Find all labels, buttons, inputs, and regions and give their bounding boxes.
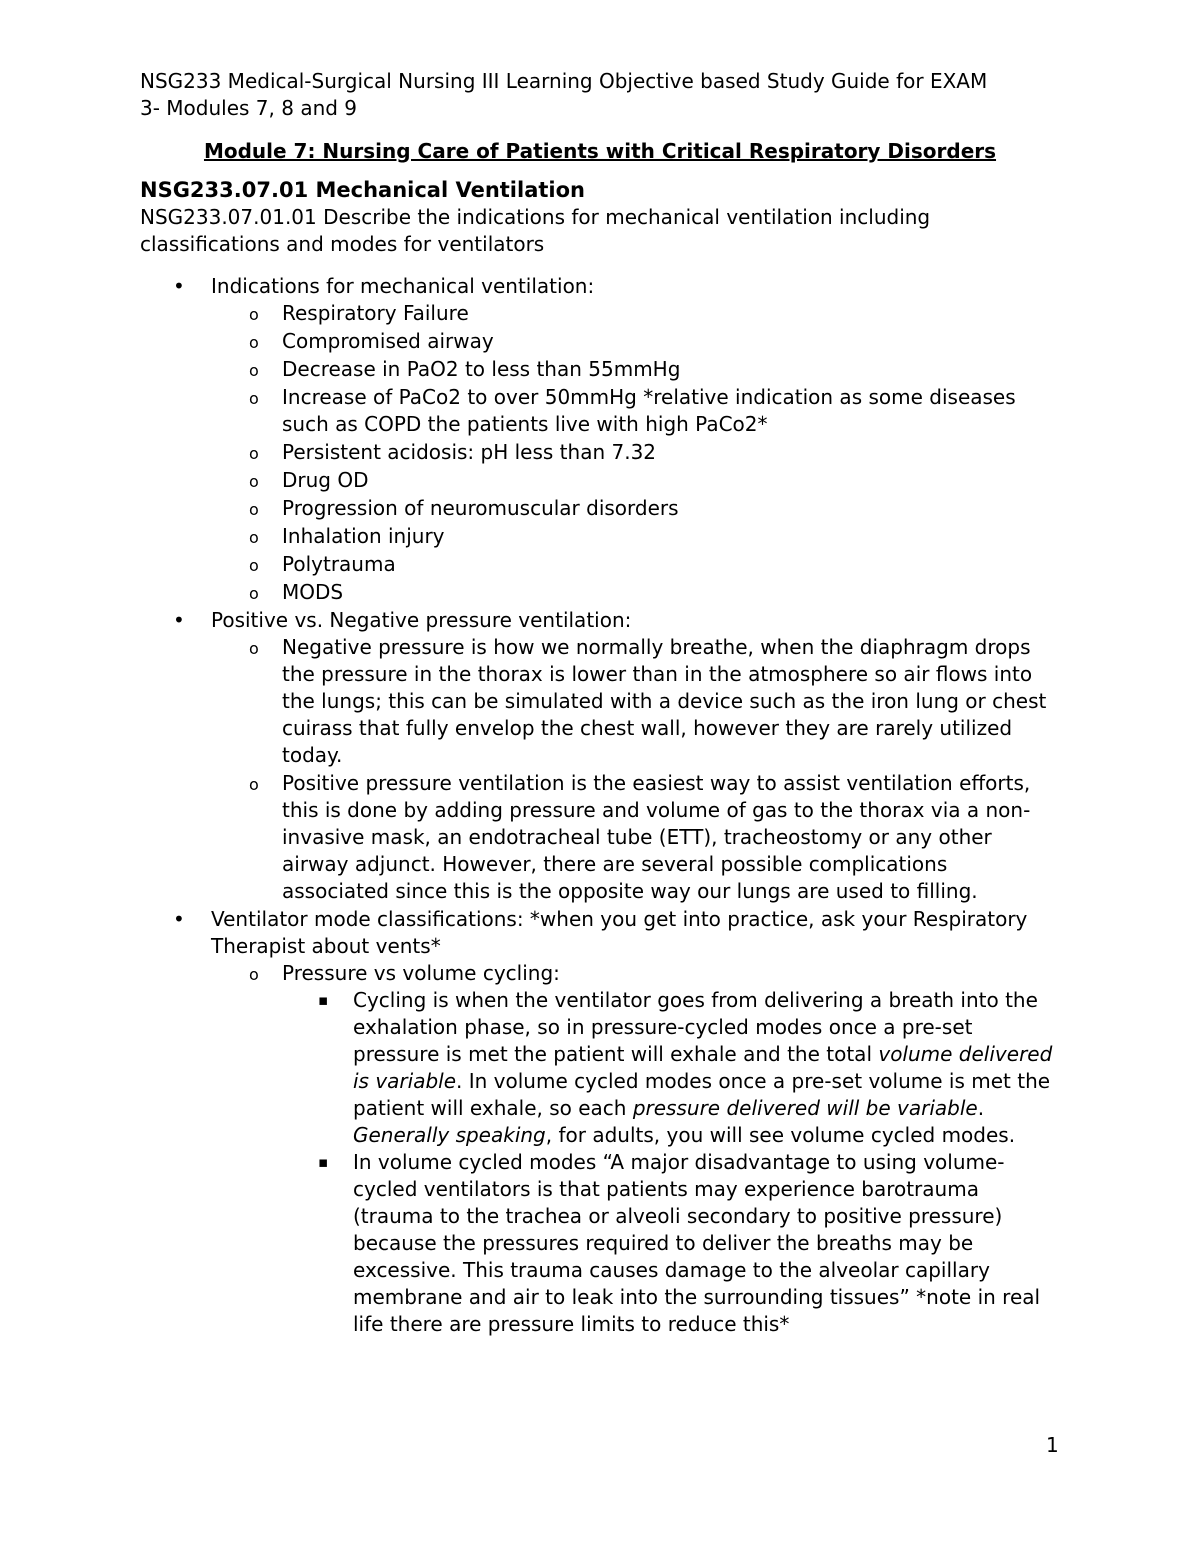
cycling-sublist	[282, 987, 1060, 1338]
bullet-marker: •	[173, 274, 185, 298]
text-run: .	[977, 1096, 985, 1120]
circle-marker: o	[249, 500, 259, 519]
modes-sublist	[211, 960, 1060, 1338]
square-marker: ▪	[318, 991, 329, 1009]
bullet-indications	[140, 273, 1060, 606]
list-item-text: Progression of neuromuscular disorders	[282, 496, 679, 520]
list-item-text: Positive pressure ventilation is the easiest way to assist ventilation efforts, this is done by adding pressure and volume of gas to the thorax via a non-invasive mask, an endotracheal tube (ETT), tracheostomy or any other airway adjunct. However, there are several possible complications associated since this is the opposite way our lungs are used to filling.	[282, 771, 1031, 903]
document-page	[140, 68, 1060, 1339]
bullet-label: Indications for mechanical ventilation:	[211, 274, 595, 298]
list-item-text: Respiratory Failure	[282, 301, 469, 325]
list-item	[211, 439, 1060, 466]
bullet-label: Ventilator mode classifications: *when you get into practice, ask your Respiratory Therapist about vents*	[211, 907, 1028, 958]
list-item	[211, 328, 1060, 355]
emphasis-text: volume delivered is variable	[353, 1042, 1053, 1093]
circle-marker: o	[249, 389, 259, 408]
circle-marker: o	[249, 584, 259, 603]
list-item	[211, 579, 1060, 606]
bullet-mode-classifications	[140, 906, 1060, 1338]
list-item-text: Drug OD	[282, 468, 369, 492]
circle-marker: o	[249, 305, 259, 324]
section-heading: NSG233.07.01 Mechanical Ventilation	[140, 178, 585, 202]
list-item	[211, 770, 1060, 905]
text-run: . In volume cycled modes once a pre-set volume is met the patient will exhale, so each	[353, 1069, 1051, 1120]
list-item	[211, 551, 1060, 578]
objective-line-2: classifications and modes for ventilators	[140, 232, 545, 256]
pressure-sublist	[211, 634, 1060, 905]
circle-marker: o	[249, 361, 259, 380]
bullet-marker: •	[173, 907, 185, 931]
cycling-text	[353, 988, 1052, 1147]
circle-marker: o	[249, 333, 259, 352]
list-item	[211, 384, 1060, 438]
emphasis-text: Generally speaking	[353, 1123, 546, 1147]
indications-sublist	[211, 300, 1060, 606]
bullet-label: Positive vs. Negative pressure ventilation:	[211, 608, 632, 632]
list-item	[282, 1149, 1060, 1338]
circle-marker: o	[249, 444, 259, 463]
list-item-text: Inhalation injury	[282, 524, 445, 548]
page-number: 1	[1046, 1433, 1059, 1457]
circle-marker: o	[249, 775, 259, 794]
list-item-text: Compromised airway	[282, 329, 494, 353]
circle-marker: o	[249, 639, 259, 658]
bullet-marker: •	[173, 608, 185, 632]
list-item-text: MODS	[282, 580, 344, 604]
list-item	[211, 495, 1060, 522]
learning-objective	[140, 204, 1060, 258]
volume-cycled-text: In volume cycled modes “A major disadvantage to using volume-cycled ventilators is that patients may experience barotrauma (trauma to the trachea or alveoli secondary to positive pressure) because the pressures required to deliver the breaths may be excessive. This trauma causes damage to the alveolar capillary membrane and air to leak into the surrounding tissues” *note in real life there are pressure limits to reduce this*	[353, 1150, 1041, 1336]
list-item	[211, 634, 1060, 769]
circle-marker: o	[249, 556, 259, 575]
circle-marker: o	[249, 528, 259, 547]
list-item	[211, 523, 1060, 550]
document-header	[140, 68, 1060, 122]
square-marker: ▪	[318, 1153, 329, 1171]
bullet-pressure-ventilation	[140, 607, 1060, 905]
text-run: Cycling is when the ventilator goes from delivering a breath into the exhalation phase, so in pressure-cycled modes once a pre-set pressure is met the patient will exhale and the total	[353, 988, 1038, 1066]
list-item	[282, 987, 1060, 1149]
list-item	[211, 467, 1060, 494]
header-line-1: NSG233 Medical-Surgical Nursing III Learning Objective based Study Guide for EXAM	[140, 69, 988, 93]
circle-marker: o	[249, 965, 259, 984]
list-item-text: Increase of PaCo2 to over 50mmHg *relative indication as some diseases such as COPD the patients live with high PaCo2*	[282, 385, 1016, 436]
objective-line-1: NSG233.07.01.01 Describe the indications for mechanical ventilation including	[140, 205, 931, 229]
list-item-text: Polytrauma	[282, 552, 396, 576]
header-line-2: 3- Modules 7, 8 and 9	[140, 96, 358, 120]
list-item-text: Decrease in PaO2 to less than 55mmHg	[282, 357, 681, 381]
list-item	[211, 960, 1060, 1338]
module-title: Module 7: Nursing Care of Patients with Critical Respiratory Disorders	[203, 139, 997, 163]
circle-marker: o	[249, 472, 259, 491]
emphasis-text: pressure delivered will be variable	[632, 1096, 978, 1120]
text-run: , for adults, you will see volume cycled modes.	[545, 1123, 1016, 1147]
list-item	[211, 356, 1060, 383]
sub-label: Pressure vs volume cycling:	[282, 961, 560, 985]
list-item-text: Persistent acidosis: pH less than 7.32	[282, 440, 657, 464]
list-item-text: Negative pressure is how we normally breathe, when the diaphragm drops the pressure in the thorax is lower than in the atmosphere so air flows into the lungs; this can be simulated with a device such as the iron lung or chest cuirass that fully envelop the chest wall, however they are rarely utilized today.	[282, 635, 1047, 767]
list-item	[211, 300, 1060, 327]
main-bullet-list	[140, 273, 1060, 1338]
